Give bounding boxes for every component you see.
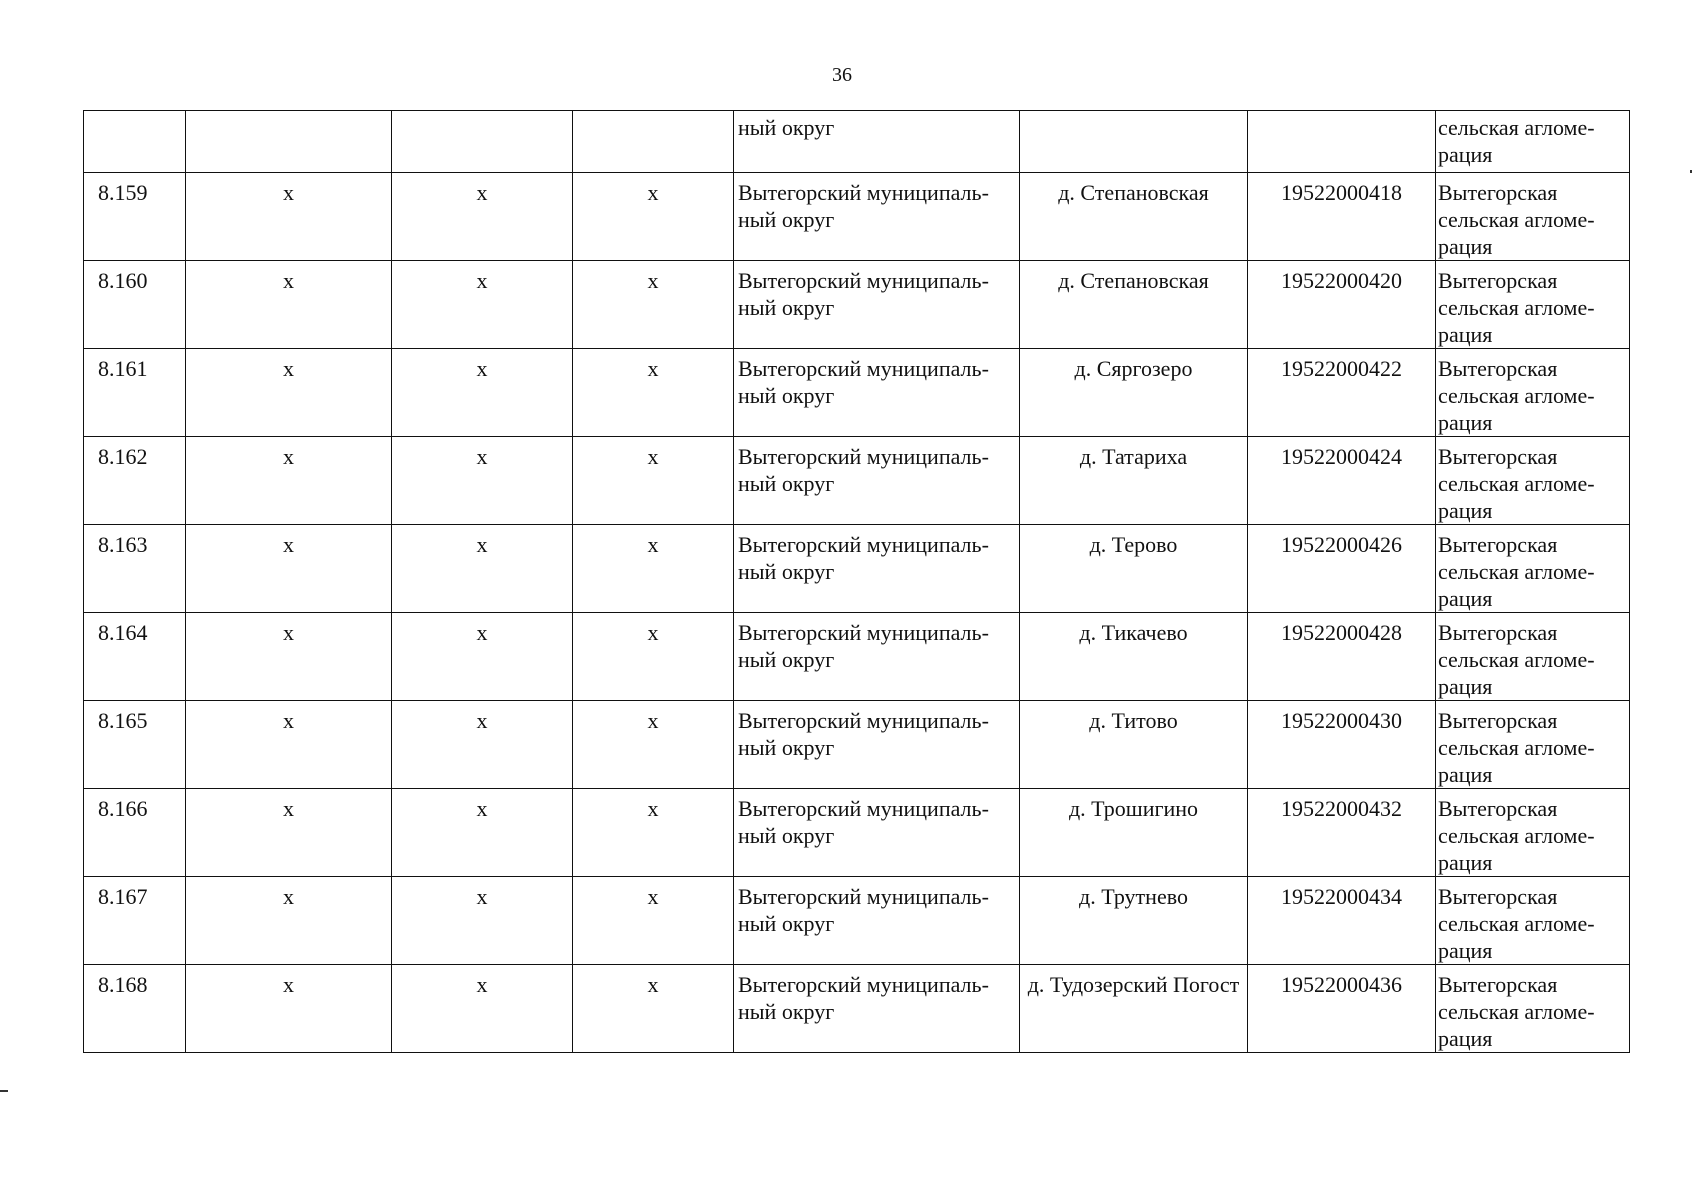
cell-col4: x bbox=[573, 525, 734, 613]
table-row bbox=[84, 261, 1630, 349]
cell-agglomeration: Вытегорская сельская агломе-рация bbox=[1436, 789, 1630, 877]
cell-municipality: Вытегорский муниципаль-ный округ bbox=[734, 261, 1020, 349]
cell-col2: x bbox=[186, 261, 392, 349]
scan-mark bbox=[0, 1090, 8, 1092]
table-row bbox=[84, 525, 1630, 613]
cell-col3: x bbox=[392, 173, 573, 261]
cell-code: 19522000424 bbox=[1248, 437, 1436, 525]
cell-agglomeration: Вытегорская сельская агломе-рация bbox=[1436, 349, 1630, 437]
cell-municipality: Вытегорский муниципаль-ный округ bbox=[734, 437, 1020, 525]
cell-col3: x bbox=[392, 349, 573, 437]
cell-municipality: Вытегорский муниципаль-ный округ bbox=[734, 173, 1020, 261]
cell-number: 8.168 bbox=[84, 965, 186, 1053]
cell-col4: x bbox=[573, 437, 734, 525]
cell-locality: д. Тикачево bbox=[1020, 613, 1248, 701]
table-row bbox=[84, 349, 1630, 437]
cell-col3: x bbox=[392, 525, 573, 613]
cell-agglomeration: Вытегорская сельская агломе-рация bbox=[1436, 613, 1630, 701]
cell-locality: д. Степановская bbox=[1020, 173, 1248, 261]
cell-col4: x bbox=[573, 789, 734, 877]
cell-col2: x bbox=[186, 613, 392, 701]
scan-mark bbox=[1690, 170, 1692, 173]
cell-code: 19522000430 bbox=[1248, 701, 1436, 789]
page-number: 36 bbox=[832, 64, 852, 86]
cell-code: 19522000432 bbox=[1248, 789, 1436, 877]
cell-col4 bbox=[573, 111, 734, 173]
cell-col2: x bbox=[186, 877, 392, 965]
cell-col4: x bbox=[573, 173, 734, 261]
cell-locality: д. Тудозерский Погост bbox=[1020, 965, 1248, 1053]
cell-locality: д. Степановская bbox=[1020, 261, 1248, 349]
cell-col3: x bbox=[392, 261, 573, 349]
cell-col3: x bbox=[392, 789, 573, 877]
cell-agglomeration: Вытегорская сельская агломе-рация bbox=[1436, 261, 1630, 349]
table-row bbox=[84, 173, 1630, 261]
cell-number: 8.159 bbox=[84, 173, 186, 261]
cell-locality: д. Трутнево bbox=[1020, 877, 1248, 965]
cell-code: 19522000434 bbox=[1248, 877, 1436, 965]
cell-municipality: Вытегорский муниципаль-ный округ bbox=[734, 525, 1020, 613]
cell-number: 8.167 bbox=[84, 877, 186, 965]
cell-code bbox=[1248, 111, 1436, 173]
cell-col4: x bbox=[573, 877, 734, 965]
cell-locality: д. Терово bbox=[1020, 525, 1248, 613]
cell-col2: x bbox=[186, 437, 392, 525]
table-row bbox=[84, 437, 1630, 525]
registry-table bbox=[83, 110, 1630, 1053]
cell-agglomeration: Вытегорская сельская агломе-рация bbox=[1436, 525, 1630, 613]
cell-code: 19522000426 bbox=[1248, 525, 1436, 613]
cell-locality: д. Трошигино bbox=[1020, 789, 1248, 877]
cell-locality bbox=[1020, 111, 1248, 173]
cell-locality: д. Сяргозеро bbox=[1020, 349, 1248, 437]
cell-number: 8.165 bbox=[84, 701, 186, 789]
cell-municipality: Вытегорский муниципаль-ный округ bbox=[734, 613, 1020, 701]
cell-code: 19522000428 bbox=[1248, 613, 1436, 701]
cell-col3: x bbox=[392, 965, 573, 1053]
cell-col3: x bbox=[392, 701, 573, 789]
cell-number: 8.160 bbox=[84, 261, 186, 349]
cell-code: 19522000422 bbox=[1248, 349, 1436, 437]
cell-number bbox=[84, 111, 186, 173]
cell-municipality: Вытегорский муниципаль-ный округ bbox=[734, 877, 1020, 965]
cell-col2: x bbox=[186, 701, 392, 789]
cell-number: 8.161 bbox=[84, 349, 186, 437]
cell-col4: x bbox=[573, 349, 734, 437]
cell-col2: x bbox=[186, 965, 392, 1053]
table-row bbox=[84, 701, 1630, 789]
table-row bbox=[84, 613, 1630, 701]
cell-col2: x bbox=[186, 525, 392, 613]
cell-municipality: Вытегорский муниципаль-ный округ bbox=[734, 965, 1020, 1053]
cell-municipality: Вытегорский муниципаль-ный округ bbox=[734, 701, 1020, 789]
cell-agglomeration: Вытегорская сельская агломе-рация bbox=[1436, 701, 1630, 789]
cell-number: 8.164 bbox=[84, 613, 186, 701]
cell-col3: x bbox=[392, 613, 573, 701]
cell-col2: x bbox=[186, 349, 392, 437]
cell-locality: д. Татариха bbox=[1020, 437, 1248, 525]
cell-col2: x bbox=[186, 789, 392, 877]
cell-agglomeration: Вытегорская сельская агломе-рация bbox=[1436, 437, 1630, 525]
cell-col3: x bbox=[392, 877, 573, 965]
cell-municipality: ный округ bbox=[734, 111, 1020, 173]
table-body bbox=[84, 111, 1630, 1053]
cell-code: 19522000420 bbox=[1248, 261, 1436, 349]
cell-col4: x bbox=[573, 261, 734, 349]
cell-code: 19522000418 bbox=[1248, 173, 1436, 261]
cell-agglomeration: сельская агломе-рация bbox=[1436, 111, 1630, 173]
continuation-row bbox=[84, 111, 1630, 173]
cell-number: 8.166 bbox=[84, 789, 186, 877]
cell-col4: x bbox=[573, 613, 734, 701]
cell-number: 8.162 bbox=[84, 437, 186, 525]
cell-agglomeration: Вытегорская сельская агломе-рация bbox=[1436, 173, 1630, 261]
cell-code: 19522000436 bbox=[1248, 965, 1436, 1053]
cell-municipality: Вытегорский муниципаль-ный округ bbox=[734, 789, 1020, 877]
cell-municipality: Вытегорский муниципаль-ный округ bbox=[734, 349, 1020, 437]
cell-agglomeration: Вытегорская сельская агломе-рация bbox=[1436, 965, 1630, 1053]
cell-number: 8.163 bbox=[84, 525, 186, 613]
cell-col3: x bbox=[392, 437, 573, 525]
cell-locality: д. Титово bbox=[1020, 701, 1248, 789]
table-row bbox=[84, 789, 1630, 877]
table-row bbox=[84, 965, 1630, 1053]
cell-agglomeration: Вытегорская сельская агломе-рация bbox=[1436, 877, 1630, 965]
cell-col2 bbox=[186, 111, 392, 173]
table-row bbox=[84, 877, 1630, 965]
cell-col4: x bbox=[573, 701, 734, 789]
cell-col4: x bbox=[573, 965, 734, 1053]
cell-col2: x bbox=[186, 173, 392, 261]
cell-col3 bbox=[392, 111, 573, 173]
